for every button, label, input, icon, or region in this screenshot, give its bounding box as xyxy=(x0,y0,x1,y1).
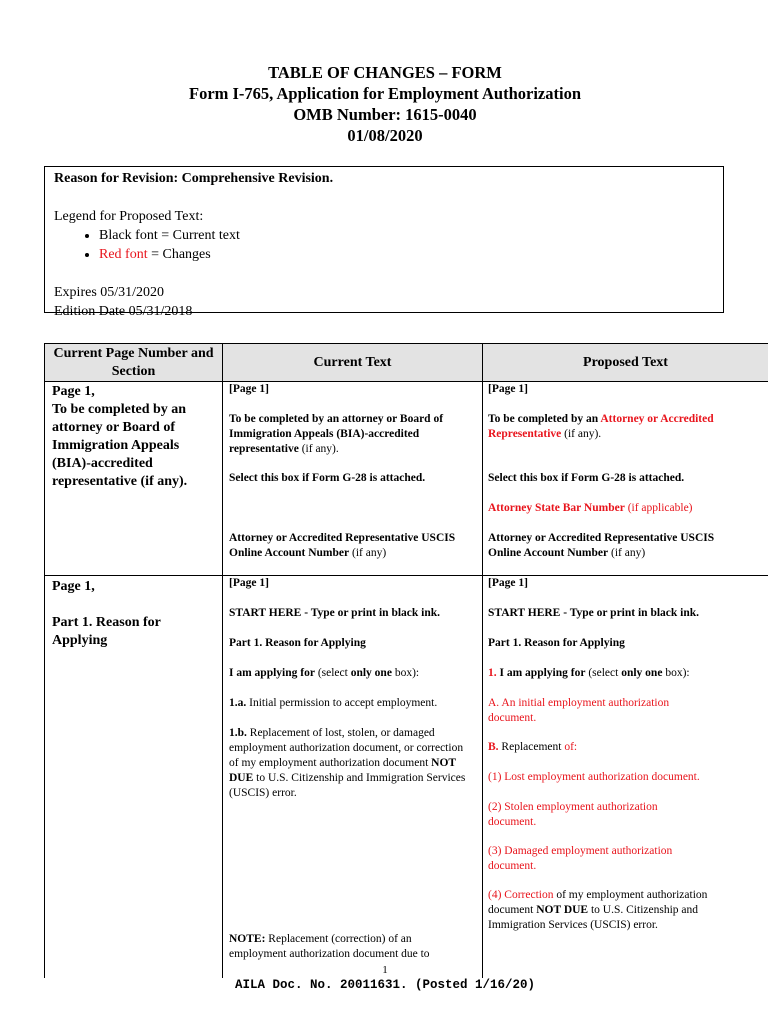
row1-current-uscis-account: Attorney or Accredited Representative USCIS Online Account Number (if any) xyxy=(229,532,456,559)
legend-black-rest: = Current text xyxy=(157,228,240,243)
row2-current-part1: Part 1. Reason for Applying xyxy=(229,637,366,649)
row2-proposed-start-here: START HERE - Type or print in black ink. xyxy=(488,607,700,619)
footer-doc-number: AILA Doc. No. 20011631. (Posted 1/16/20) xyxy=(234,978,536,992)
expires-date: Expires 05/31/2020 xyxy=(54,285,165,300)
row2-proposed-page: [Page 1] xyxy=(488,577,528,589)
legend-red-label: Red font xyxy=(99,247,148,262)
row1-current-attorney: To be completed by an attorney or Board of Immigration Appeals (BIA)-accredited representative (if any). xyxy=(229,413,444,455)
row2-current-page: [Page 1] xyxy=(229,577,269,589)
header-section: Current Page Number and Section xyxy=(53,346,214,379)
row1-proposed-g28: Select this box if Form G-28 is attached. xyxy=(488,472,685,484)
row2-proposed-applying-for: 1. I am applying for (select only one box): xyxy=(488,667,690,679)
changes-table xyxy=(44,343,768,978)
row2-section-page: Page 1, xyxy=(52,579,95,594)
row2-current-applying-for: I am applying for (select only one box): xyxy=(229,667,420,679)
legend-black-label: Black font xyxy=(99,228,158,243)
row1-proposed-attorney: To be completed by an Attorney or Accredited Representative (if any). xyxy=(488,413,714,440)
legend-item-red xyxy=(99,245,713,264)
row2-current-start-here: START HERE - Type or print in black ink. xyxy=(229,607,441,619)
title-line-3: OMB Number: 1615-0040 xyxy=(293,105,477,124)
title-line-2: Form I-765, Application for Employment Authorization xyxy=(188,84,582,103)
legend-red-rest: = Changes xyxy=(147,247,211,262)
legend-title: Legend for Proposed Text: xyxy=(54,209,204,224)
edition-date: Edition Date 05/31/2018 xyxy=(54,304,193,319)
row2-section-part: Part 1. Reason for Applying xyxy=(52,615,161,648)
row2-current-1a: 1.a. Initial permission to accept employment. xyxy=(229,697,438,709)
row1-current-page: [Page 1] xyxy=(229,383,269,395)
revision-reason: Reason for Revision: Comprehensive Revision. xyxy=(54,171,334,186)
page-number: 1 xyxy=(382,964,388,976)
row2-proposed-part1: Part 1. Reason for Applying xyxy=(488,637,625,649)
row2-proposed-correction: (4) Correction of my employment authorization document NOT DUE to U.S. Citizenship and Immigration Services (USCIS) error. xyxy=(488,889,708,931)
legend-list xyxy=(54,226,713,264)
title-line-1: TABLE OF CHANGES – FORM xyxy=(268,63,502,82)
row2-proposed-a: A. An initial employment authorization document. xyxy=(488,697,670,724)
row2-proposed-stolen: (2) Stolen employment authorization document. xyxy=(488,801,658,828)
header-proposed-text: Proposed Text xyxy=(583,355,668,370)
revision-box xyxy=(44,166,724,319)
row1-current-g28: Select this box if Form G-28 is attached. xyxy=(229,472,426,484)
row1-proposed-uscis-account: Attorney or Accredited Representative USCIS Online Account Number (if any) xyxy=(488,532,715,559)
row1-proposed-bar-number: Attorney State Bar Number (if applicable) xyxy=(488,502,693,514)
row2-proposed-b: B. Replacement of: xyxy=(488,741,578,753)
row2-current-note: NOTE: Replacement (correction) of an employment authorization document due to xyxy=(229,933,430,960)
row1-section: Page 1, To be completed by an attorney or Board of Immigration Appeals (BIA)-accredited representative (if any). xyxy=(52,384,188,489)
title-line-4: 01/08/2020 xyxy=(347,126,423,145)
legend-item-black xyxy=(99,226,713,245)
row2-proposed-damaged: (3) Damaged employment authorization document. xyxy=(488,845,673,872)
row2-proposed-lost: (1) Lost employment authorization document. xyxy=(488,771,700,783)
document-title xyxy=(0,62,770,146)
row1-proposed-page: [Page 1] xyxy=(488,383,528,395)
header-current-text: Current Text xyxy=(313,355,392,370)
row2-current-1b: 1.b. Replacement of lost, stolen, or damaged employment authorization document, or correction of my employment authorization document NOT DUE to U.S. Citizenship and Immigration Services (USCIS) error. xyxy=(229,727,466,799)
